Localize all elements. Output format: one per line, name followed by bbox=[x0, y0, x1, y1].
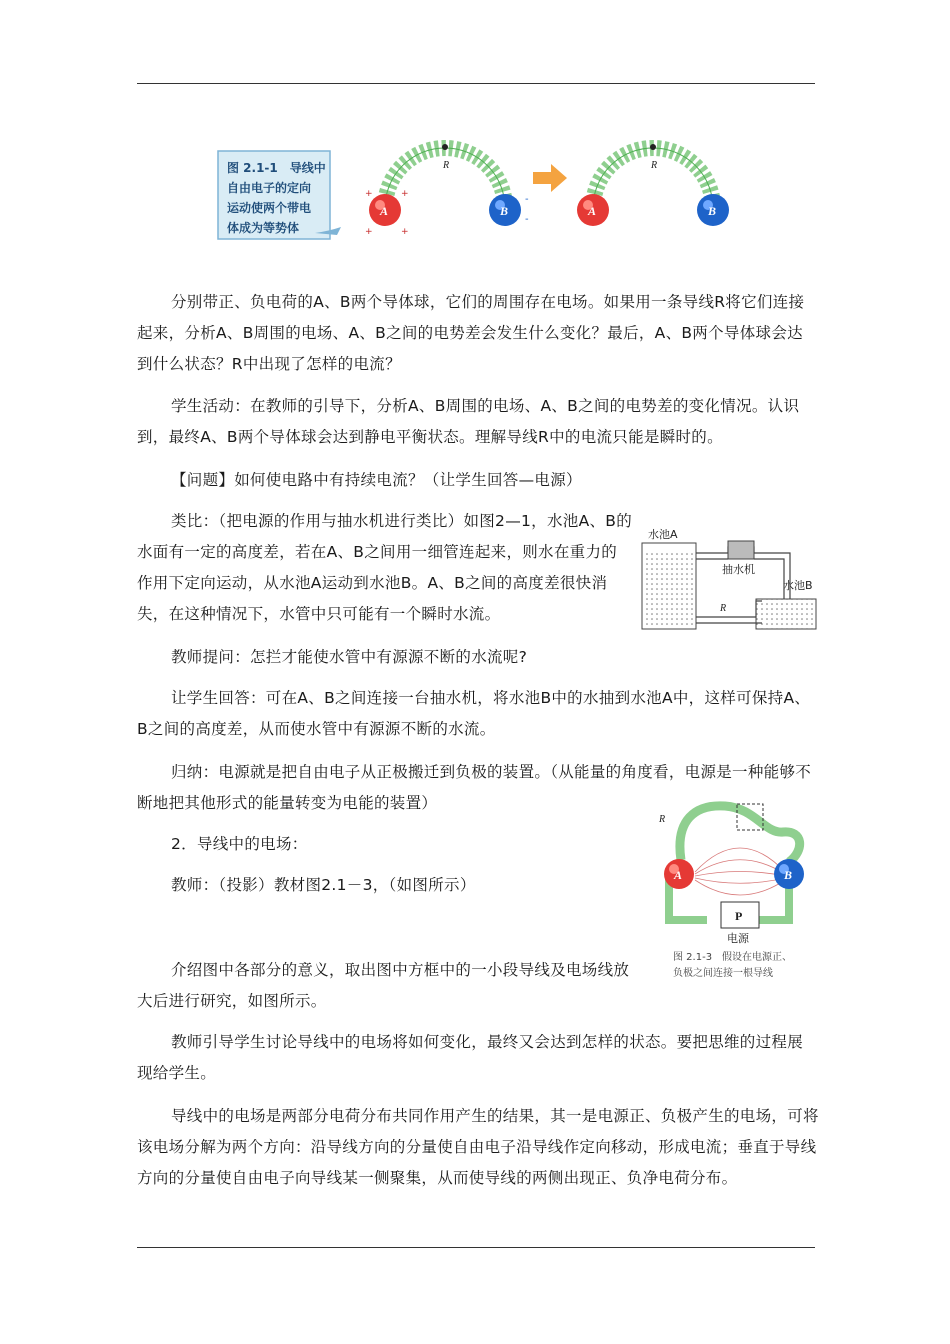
header-rule bbox=[137, 83, 815, 84]
paragraph-10: 介绍图中各部分的意义，取出图中方框中的一小段导线及电场线放大后进行研究，如图所示。 bbox=[137, 961, 630, 1010]
figure1-caption-line3: 运动使两个带电 bbox=[227, 201, 312, 215]
svg-text:-: - bbox=[525, 194, 529, 205]
figure3-label-P: P bbox=[735, 909, 743, 923]
pump-label-pump: 抽水机 bbox=[722, 563, 755, 576]
paragraph-2: 学生活动：在教师的引导下，分析A、B周围的电场、A、B之间的电势差的变化情况。认识到，最终A、B两个导体球会达到静电平衡状态。理解导线R中的电流只能是瞬时的。 bbox=[137, 397, 800, 446]
figure-2-1-3 bbox=[655, 800, 817, 985]
figure3-caption-line2: 负极之间连接一根导线 bbox=[673, 968, 773, 979]
paragraph-5: 教师提问：怎拦才能使水管中有源源不断的水流呢? bbox=[171, 648, 528, 666]
figure-pump-analogy bbox=[640, 527, 820, 633]
figure3-caption-line1: 图 2.1-3 假设在电源正、 bbox=[673, 952, 793, 963]
figure1-caption-line4: 体成为等势体 bbox=[227, 221, 300, 235]
figure1-right-R: R bbox=[651, 160, 658, 171]
figure1-left-B: B bbox=[500, 204, 509, 218]
paragraph-3: 【问题】如何使电路中有持续电流？（让学生回答—电源） bbox=[171, 471, 582, 489]
figure-2-1-1 bbox=[215, 130, 735, 245]
paragraph-8: 2．导线中的电场： bbox=[171, 835, 308, 853]
paragraph-11: 教师引导学生讨论导线中的电场将如何变化，最终又会达到怎样的状态。要把思维的过程展现给学生。 bbox=[137, 1033, 804, 1082]
paragraph-1: 分别带正、负电荷的A、B两个导体球，它们的周围存在电场。如果用一条导线R将它们连接起来，分析A、B周围的电场、A、B之间的电势差会发生什么变化？最后，A、B两个导体球会达到什么状态？R中出现了怎样的电流？ bbox=[137, 293, 805, 373]
svg-text:-: - bbox=[525, 214, 529, 225]
figure3-label-A: A bbox=[674, 868, 683, 882]
footer-rule bbox=[137, 1247, 815, 1248]
svg-text:+: + bbox=[365, 189, 373, 199]
figure3-label-R: R bbox=[659, 814, 666, 825]
paragraph-7: 归纳：电源就是把自由电子从正极搬迁到负极的装置。（从能量的角度看，电源是一种能够不断地把其他形式的能量转变为电能的装置） bbox=[137, 763, 812, 812]
paragraph-9: 教师：（投影）教材图2.1－3，（如图所示） bbox=[171, 876, 476, 894]
svg-text:+: + bbox=[401, 189, 409, 199]
figure1-left-R: R bbox=[443, 160, 450, 171]
svg-text:+: + bbox=[401, 227, 409, 237]
pump-label-poolB: 水池B bbox=[783, 579, 813, 592]
figure1-right-B: B bbox=[708, 204, 717, 218]
figure1-caption-line1: 图 2.1-1 导线中 bbox=[227, 161, 326, 175]
pump-label-R: R bbox=[720, 603, 727, 614]
paragraph-6: 让学生回答：可在A、B之间连接一台抽水机，将水池B中的水抽到水池A中，这样可保持A、B之间的高度差，从而使水管中有源源不断的水流。 bbox=[137, 689, 811, 738]
figure1-caption-line2: 自由电子的定向 bbox=[227, 181, 312, 195]
figure3-label-source: 电源 bbox=[727, 932, 749, 945]
paragraph-12: 导线中的电场是两部分电荷分布共同作用产生的结果，其一是电源正、负极产生的电场，可将该电场分解为两个方向：沿导线方向的分量使自由电子沿导线作定向移动，形成电流；垂直于导线方向的分量使自由电子向导线某一侧聚集，从而使导线的两侧出现正、负净电荷分布。 bbox=[137, 1107, 819, 1187]
figure1-left-A: A bbox=[380, 204, 389, 218]
pump-label-poolA: 水池A bbox=[648, 528, 678, 541]
svg-text:+: + bbox=[365, 227, 373, 237]
paragraph-4: 类比：（把电源的作用与抽水机进行类比）如图2—1，水池A、B的水面有一定的高度差，若在A、B之间用一细管连起来，则水在重力的作用下定向运动，从水池A运动到水池B。A、B之间的高度差很快消失，在这种情况下，水管中只可能有一个瞬时水流。 bbox=[137, 512, 633, 623]
figure3-label-B: B bbox=[784, 868, 793, 882]
figure1-right-A: A bbox=[588, 204, 597, 218]
